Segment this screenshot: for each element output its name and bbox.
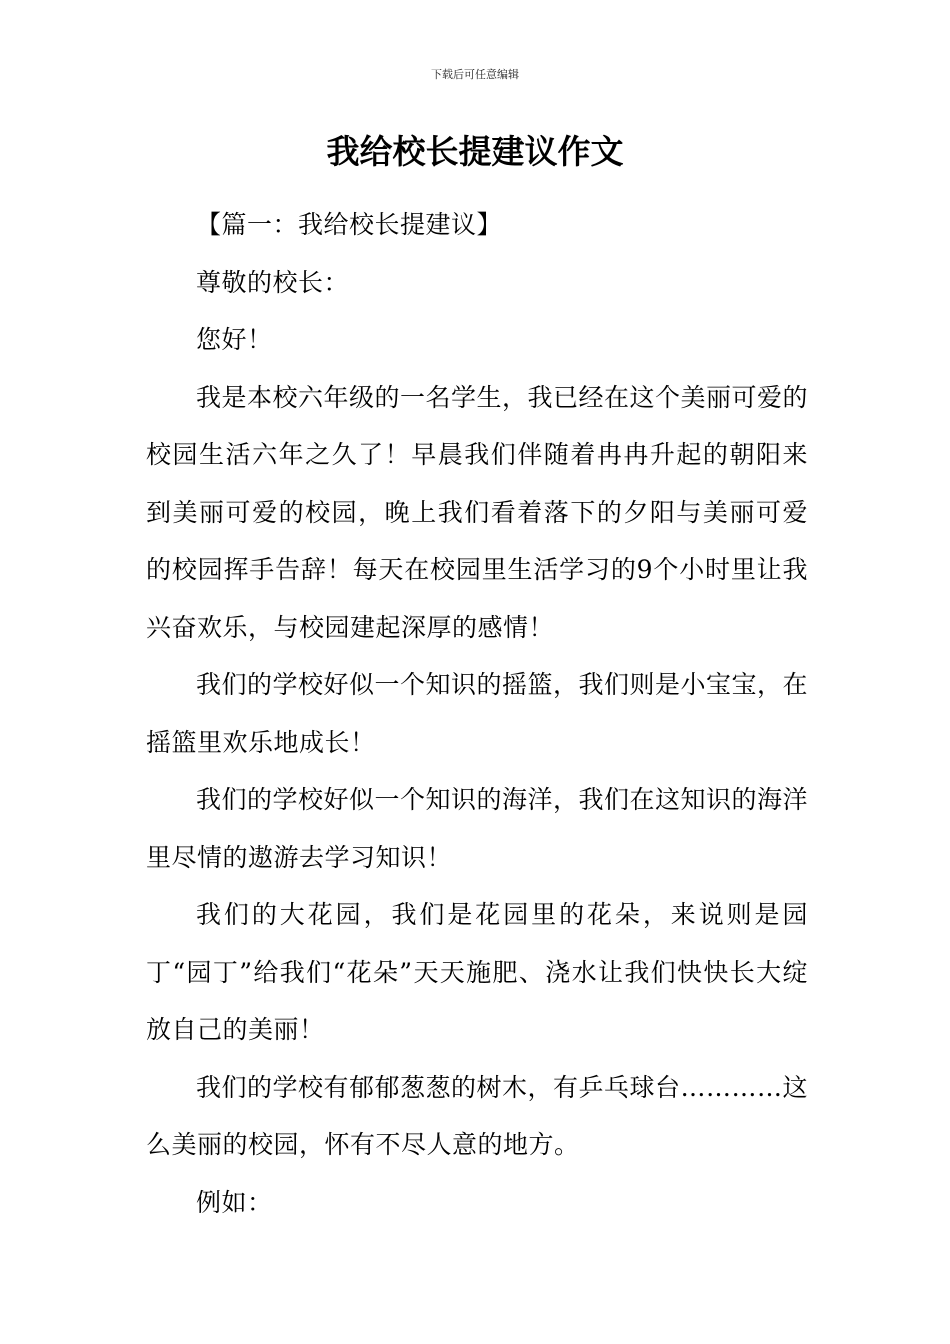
paragraph: 我们的学校有郁郁葱葱的树木，有乒乓球台…………这么美丽的校园，怀有不尽人意的地方。 (146, 1072, 809, 1159)
paragraph: 我是本校六年级的一名学生，我已经在这个美丽可爱的校园生活六年之久了！早晨我们伴随着冉冉升起的朝阳来到美丽可爱的校园，晚上我们看着落下的夕阳与美丽可爱的校园挥手告辞！每天在校园里生活学习的9个小时里让我兴奋欢乐，与校园建起深厚的感情！ (146, 382, 809, 642)
paragraph: 例如： (196, 1187, 273, 1217)
document-body (146, 196, 808, 1231)
header-note: 下载后可任意编辑 (431, 68, 519, 81)
greeting: 您好！ (196, 325, 273, 354)
paragraph: 我们的学校好似一个知识的摇篮，我们则是小宝宝，在摇篮里欢乐地成长！ (146, 670, 809, 757)
paragraph: 我们的大花园，我们是花园里的花朵，来说则是园丁“园丁”给我们“花朵”天天施肥、浇水让我们快快长大绽放自己的美丽！ (146, 900, 808, 1044)
salutation: 尊敬的校长： (196, 267, 350, 297)
section-heading: 【篇一：我给校长提建议】 (196, 210, 503, 239)
document-title: 我给校长提建议作文 (326, 132, 624, 171)
paragraph: 我们的学校好似一个知识的海洋，我们在这知识的海洋里尽情的遨游去学习知识！ (146, 785, 809, 872)
